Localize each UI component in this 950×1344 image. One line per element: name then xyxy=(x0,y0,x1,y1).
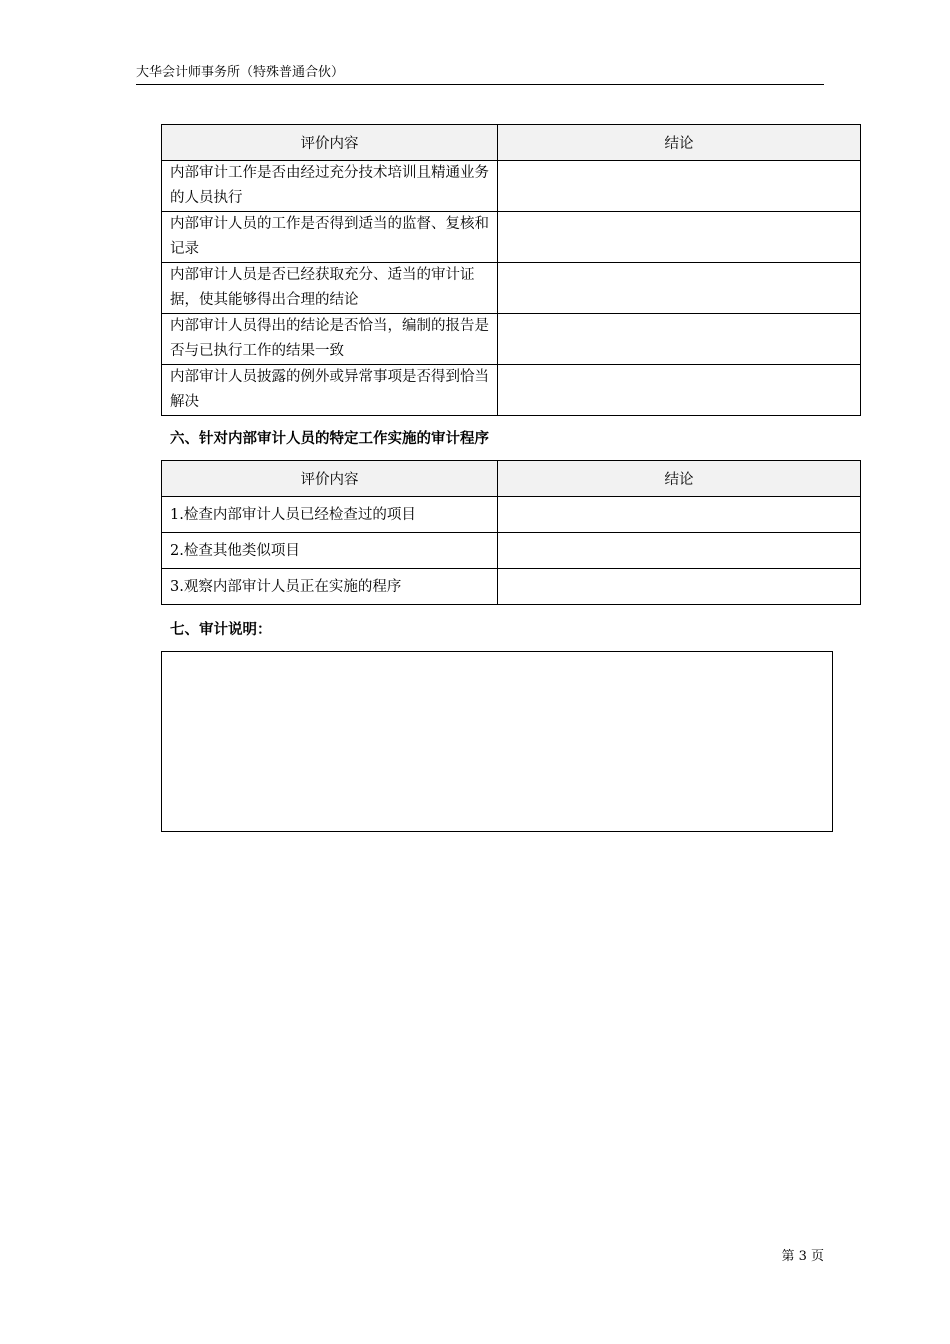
conclusion-cell[interactable] xyxy=(498,212,861,263)
conclusion-cell[interactable] xyxy=(498,497,861,533)
section-7-title: 七、审计说明： xyxy=(170,622,272,638)
table-header-row xyxy=(162,461,861,497)
section-6-title: 六、针对内部审计人员的特定工作实施的审计程序 xyxy=(170,431,489,447)
header-evaluation-content: 评价内容 xyxy=(162,461,498,497)
evaluation-table-1 xyxy=(161,124,861,416)
conclusion-cell[interactable] xyxy=(498,263,861,314)
header-evaluation-content: 评价内容 xyxy=(162,125,498,161)
evaluation-item: 内部审计工作是否由经过充分技术培训且精通业务的人员执行 xyxy=(162,161,498,212)
page-header xyxy=(136,64,824,85)
table-row xyxy=(162,533,861,569)
procedure-item: 1.检查内部审计人员已经检查过的项目 xyxy=(162,497,498,533)
conclusion-cell[interactable] xyxy=(498,569,861,605)
audit-notes-box[interactable] xyxy=(161,651,833,832)
procedure-item: 3.观察内部审计人员正在实施的程序 xyxy=(162,569,498,605)
conclusion-cell[interactable] xyxy=(498,533,861,569)
evaluation-item: 内部审计人员披露的例外或异常事项是否得到恰当解决 xyxy=(162,365,498,416)
table-header-row xyxy=(162,125,861,161)
table-row xyxy=(162,263,861,314)
evaluation-table-2 xyxy=(161,460,861,605)
table-row xyxy=(162,365,861,416)
table-row xyxy=(162,314,861,365)
table-row xyxy=(162,212,861,263)
evaluation-item: 内部审计人员是否已经获取充分、适当的审计证据，使其能够得出合理的结论 xyxy=(162,263,498,314)
conclusion-cell[interactable] xyxy=(498,161,861,212)
table-row xyxy=(162,569,861,605)
firm-name: 大华会计师事务所（特殊普通合伙） xyxy=(136,65,345,80)
header-conclusion: 结论 xyxy=(498,461,861,497)
evaluation-item: 内部审计人员得出的结论是否恰当，编制的报告是否与已执行工作的结果一致 xyxy=(162,314,498,365)
conclusion-cell[interactable] xyxy=(498,365,861,416)
conclusion-cell[interactable] xyxy=(498,314,861,365)
table-row xyxy=(162,497,861,533)
procedure-item: 2.检查其他类似项目 xyxy=(162,533,498,569)
evaluation-item: 内部审计人员的工作是否得到适当的监督、复核和记录 xyxy=(162,212,498,263)
table-row xyxy=(162,161,861,212)
page-number: 第 3 页 xyxy=(781,1249,824,1264)
header-conclusion: 结论 xyxy=(498,125,861,161)
